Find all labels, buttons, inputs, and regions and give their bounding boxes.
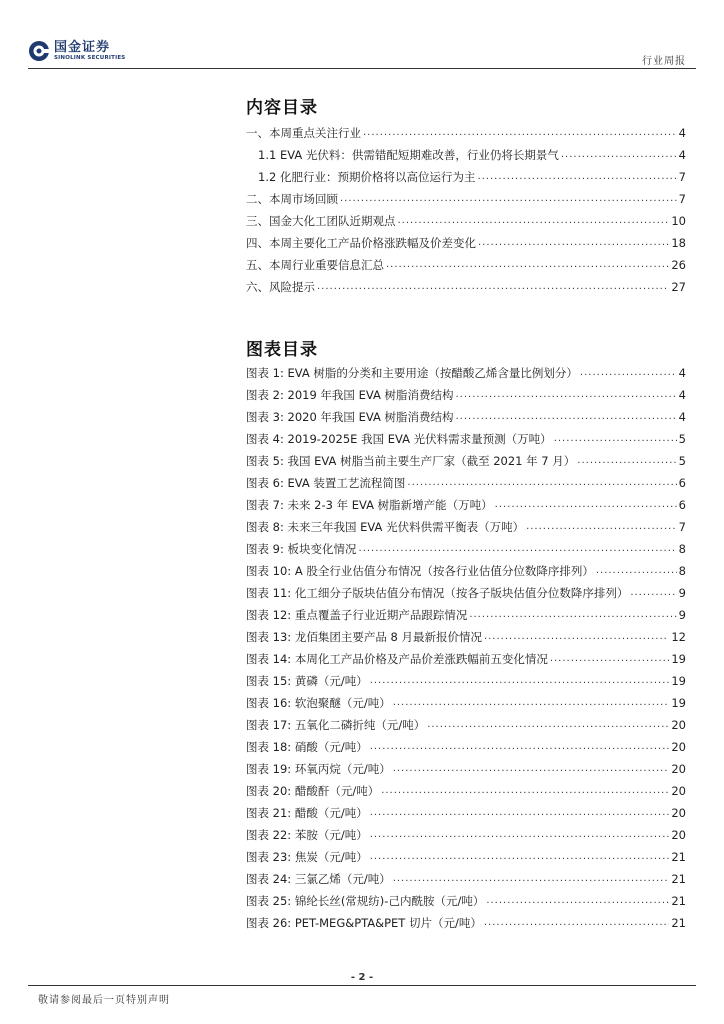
page-number: - 2 -: [350, 972, 374, 983]
dot-leader: [561, 144, 677, 166]
dot-leader: [370, 670, 670, 692]
contents-section: [246, 96, 686, 298]
figure-entry-page-number: 5: [678, 432, 686, 446]
figure-entry-page-number: 20: [671, 784, 686, 798]
figure-entry-page-number: 21: [671, 916, 686, 930]
contents-entry[interactable]: [246, 276, 686, 298]
figure-entry-page-number: 19: [671, 696, 686, 710]
dot-leader: [469, 604, 676, 626]
figure-entry-page-number: 20: [671, 718, 686, 732]
figures-section: [246, 338, 686, 934]
contents-entry-page-number: 7: [678, 170, 686, 184]
contents-entry-page-number: 10: [671, 214, 686, 228]
dot-leader: [317, 276, 669, 298]
figure-entry[interactable]: [246, 406, 686, 428]
figure-entry[interactable]: [246, 472, 686, 494]
figure-entry-page-number: 8: [678, 542, 686, 556]
figure-entry-title: 图表 3: 2020 年我国 EVA 树脂消费结构: [246, 410, 454, 424]
figure-entry[interactable]: [246, 868, 686, 890]
figure-entry-title: 图表 26: PET-MEG&PTA&PET 切片（元/吨）: [246, 916, 482, 930]
figure-entry-page-number: 20: [671, 806, 686, 820]
figure-entry[interactable]: [246, 626, 686, 648]
contents-entry-page-number: 27: [671, 280, 686, 294]
figure-entry[interactable]: [246, 384, 686, 406]
dot-leader: [340, 188, 677, 210]
dot-leader: [381, 780, 669, 802]
figure-entry-title: 图表 18: 硝酸（元/吨）: [246, 740, 368, 754]
contents-entry-title: 四、本周主要化工产品价格涨跌幅及价差变化: [246, 236, 476, 250]
figure-entry-page-number: 12: [671, 630, 686, 644]
dot-leader: [407, 472, 676, 494]
figure-entry-title: 图表 1: EVA 树脂的分类和主要用途（按醋酸乙烯含量比例划分）: [246, 366, 578, 380]
figure-entry-title: 图表 10: A 股全行业估值分布情况（按各行业估值分位数降序排列）: [246, 564, 594, 578]
contents-entry-page-number: 7: [678, 192, 686, 206]
figure-entry-page-number: 5: [678, 454, 686, 468]
figure-entry-title: 图表 6: EVA 装置工艺流程简图: [246, 476, 406, 490]
figure-entry[interactable]: [246, 516, 686, 538]
figure-entry-page-number: 4: [678, 366, 686, 380]
contents-entry-title: 1.1 EVA 光伏料：供需错配短期难改善，行业仍将长期景气: [258, 148, 559, 162]
contents-entry[interactable]: [246, 188, 686, 210]
dot-leader: [596, 560, 677, 582]
figure-entry-page-number: 19: [671, 674, 686, 688]
dot-leader: [370, 802, 670, 824]
figure-entry-title: 图表 12: 重点覆盖子行业近期产品跟踪情况: [246, 608, 468, 622]
figure-entry[interactable]: [246, 780, 686, 802]
figure-entry-title: 图表 14: 本周化工产品价格及产品价差涨跌幅前五变化情况: [246, 652, 548, 666]
dot-leader: [398, 210, 670, 232]
dot-leader: [370, 824, 670, 846]
figure-entry-page-number: 21: [671, 872, 686, 886]
figure-entry[interactable]: [246, 802, 686, 824]
dot-leader: [363, 122, 677, 144]
dot-leader: [393, 758, 670, 780]
dot-leader: [630, 582, 676, 604]
contents-entry-title: 三、国金大化工团队近期观点: [246, 214, 396, 228]
figure-entry[interactable]: [246, 758, 686, 780]
contents-entry-title: 五、本周行业重要信息汇总: [246, 258, 384, 272]
figure-entry[interactable]: [246, 670, 686, 692]
footer-disclaimer: 敬请参阅最后一页特别声明: [38, 995, 170, 1006]
figure-entry-page-number: 9: [678, 586, 686, 600]
dot-leader: [577, 450, 676, 472]
figure-entry-page-number: 21: [671, 894, 686, 908]
contents-entry-title: 一、本周重点关注行业: [246, 126, 361, 140]
figure-entry-title: 图表 23: 焦炭（元/吨）: [246, 850, 368, 864]
contents-entry[interactable]: [246, 254, 686, 276]
dot-leader: [386, 254, 669, 276]
figure-entry-title: 图表 22: 苯胺（元/吨）: [246, 828, 368, 842]
dot-leader: [427, 714, 669, 736]
dot-leader: [580, 362, 677, 384]
logo-chinese-name: 国金证券: [54, 39, 111, 55]
figure-entry[interactable]: [246, 582, 686, 604]
footer-divider: [28, 985, 696, 986]
dot-leader: [484, 626, 669, 648]
dot-leader: [456, 384, 677, 406]
dot-leader: [370, 736, 670, 758]
report-type: 行业周报: [642, 56, 686, 67]
figure-entry-title: 图表 17: 五氧化二磷折纯（元/吨）: [246, 718, 426, 732]
dot-leader: [495, 494, 677, 516]
dot-leader: [550, 648, 670, 670]
figure-entry-page-number: 19: [671, 652, 686, 666]
figure-entry-page-number: 21: [671, 850, 686, 864]
contents-entry[interactable]: [246, 144, 686, 166]
figure-entry-page-number: 7: [678, 520, 686, 534]
figure-entry-page-number: 20: [671, 762, 686, 776]
dot-leader: [359, 538, 677, 560]
dot-leader: [554, 428, 677, 450]
page-header: [28, 40, 696, 66]
figure-entry-title: 图表 11: 化工细分子版块估值分布情况（按各子版块估值分位数降序排列）: [246, 586, 629, 600]
figure-entry[interactable]: [246, 494, 686, 516]
figure-entry-page-number: 4: [678, 410, 686, 424]
figure-entry-title: 图表 15: 黄磷（元/吨）: [246, 674, 368, 688]
figure-entry-title: 图表 5: 我国 EVA 树脂当前主要生产厂家（截至 2021 年 7 月）: [246, 454, 576, 468]
header-divider: [28, 68, 696, 69]
figure-entry[interactable]: [246, 560, 686, 582]
figure-entry[interactable]: [246, 912, 686, 934]
contents-entry-page-number: 4: [678, 126, 686, 140]
dot-leader: [526, 516, 677, 538]
contents-entry-page-number: 26: [671, 258, 686, 272]
dot-leader: [484, 912, 669, 934]
figure-entry-page-number: 9: [678, 608, 686, 622]
figure-entry[interactable]: [246, 538, 686, 560]
figure-entry[interactable]: [246, 890, 686, 912]
figure-entry[interactable]: [246, 362, 686, 384]
figure-entry-title: 图表 7: 未来 2-3 年 EVA 树脂新增产能（万吨）: [246, 498, 493, 512]
figures-list: [246, 362, 686, 934]
contents-entry[interactable]: [246, 166, 686, 188]
figure-entry-page-number: 20: [671, 740, 686, 754]
contents-entry[interactable]: [246, 210, 686, 232]
company-logo: [28, 40, 125, 62]
figure-entry-title: 图表 8: 未来三年我国 EVA 光伏料供需平衡表（万吨）: [246, 520, 525, 534]
dot-leader: [393, 868, 670, 890]
contents-entry-title: 六、风险提示: [246, 280, 315, 294]
figure-entry-title: 图表 4: 2019-2025E 我国 EVA 光伏料需求量预测（万吨）: [246, 432, 552, 446]
contents-entry-title: 二、本周市场回顾: [246, 192, 338, 206]
dot-leader: [478, 232, 669, 254]
dot-leader: [393, 692, 670, 714]
figure-entry-title: 图表 2: 2019 年我国 EVA 树脂消费结构: [246, 388, 454, 402]
figure-entry-page-number: 6: [678, 476, 686, 490]
contents-entry-page-number: 4: [678, 148, 686, 162]
figure-entry[interactable]: [246, 846, 686, 868]
figure-entry-title: 图表 9: 板块变化情况: [246, 542, 357, 556]
contents-title: 内容目录: [246, 98, 318, 118]
dot-leader: [477, 166, 676, 188]
figure-entry-title: 图表 20: 醋酸酐（元/吨）: [246, 784, 380, 798]
figure-entry-page-number: 4: [678, 388, 686, 402]
dot-leader: [456, 406, 677, 428]
dot-leader: [486, 890, 669, 912]
figure-entry-title: 图表 21: 醋酸（元/吨）: [246, 806, 368, 820]
figure-entry-title: 图表 16: 软泡聚醚（元/吨）: [246, 696, 391, 710]
figure-entry[interactable]: [246, 824, 686, 846]
logo-english-name: SINOLINK SECURITIES: [54, 54, 126, 61]
figure-entry-page-number: 20: [671, 828, 686, 842]
figure-entry[interactable]: [246, 648, 686, 670]
figure-entry[interactable]: [246, 428, 686, 450]
figure-entry-title: 图表 19: 环氧丙烷（元/吨）: [246, 762, 391, 776]
main-content: [246, 96, 686, 930]
figure-entry-title: 图表 24: 三氯乙烯（元/吨）: [246, 872, 391, 886]
figure-entry-page-number: 8: [678, 564, 686, 578]
figure-entry[interactable]: [246, 604, 686, 626]
figure-entry[interactable]: [246, 692, 686, 714]
contents-entry[interactable]: [246, 232, 686, 254]
figure-entry[interactable]: [246, 714, 686, 736]
dot-leader: [370, 846, 670, 868]
contents-entry-title: 1.2 化肥行业：预期价格将以高位运行为主: [258, 170, 476, 184]
figure-entry-title: 图表 25: 锦纶长丝(常规纺)-己内酰胺（元/吨）: [246, 894, 485, 908]
contents-list: [246, 122, 686, 298]
contents-entry[interactable]: [246, 122, 686, 144]
figure-entry[interactable]: [246, 736, 686, 758]
figure-entry-title: 图表 13: 龙佰集团主要产品 8 月最新报价情况: [246, 630, 482, 644]
figure-entry-page-number: 6: [678, 498, 686, 512]
figure-entry[interactable]: [246, 450, 686, 472]
contents-entry-page-number: 18: [671, 236, 686, 250]
logo-mark-icon: [28, 40, 50, 62]
figures-title: 图表目录: [246, 340, 318, 360]
